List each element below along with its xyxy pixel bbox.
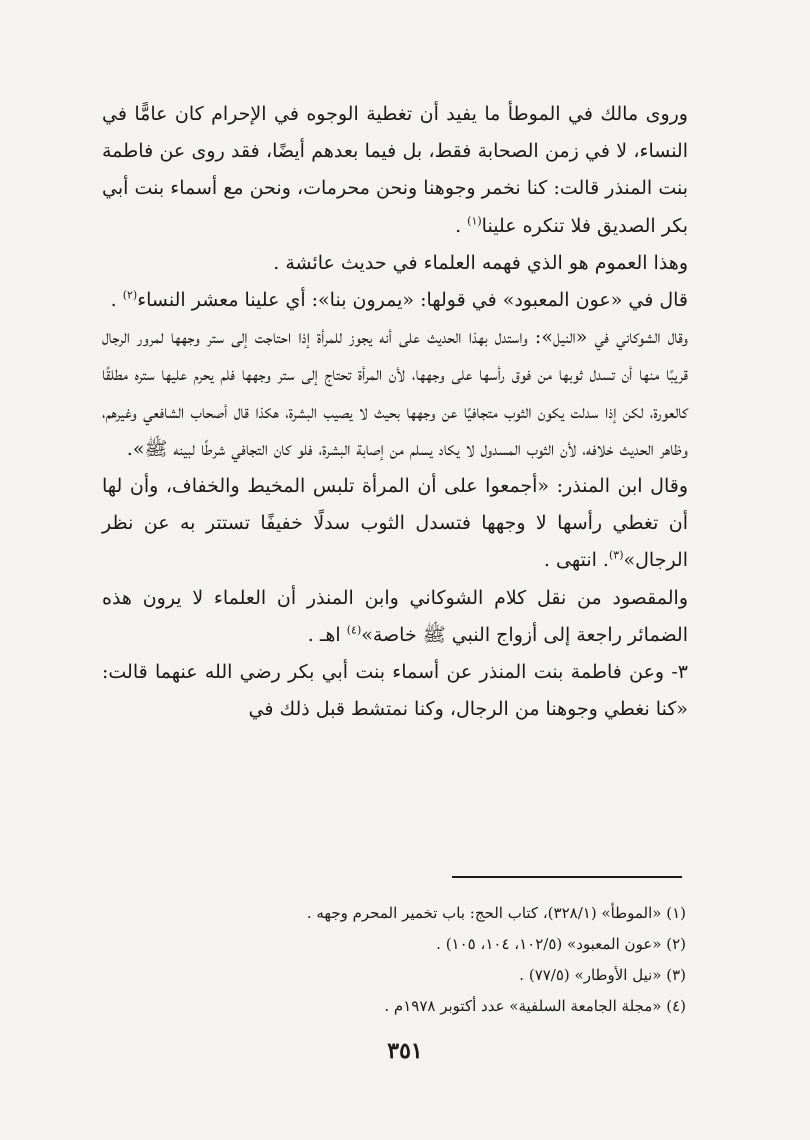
footnote-ref: (١) <box>467 214 482 228</box>
paragraph: وهذا العموم هو الذي فهمه العلماء في حديث عائشة . <box>273 251 688 274</box>
page-number: ٣٥١ <box>387 1038 423 1064</box>
footnote-ref: (٣) <box>608 549 624 563</box>
footnote-ref: (٢) <box>122 288 138 302</box>
footnote-divider <box>452 876 682 878</box>
paragraph: ٣- وعن فاطمة بنت المنذر عن أسماء بنت أبي بكر رضي الله عنهما قالت: «كنا نغطي وجوهنا من الرجال، وكنا نمتشط قبل ذلك في <box>102 661 688 721</box>
footnotes <box>102 898 686 1022</box>
footnote: (٢) «عون المعبود» (١٠٢/٥، ١٠٤، ١٠٥) . <box>436 935 686 953</box>
footnote: (٤) «مجلة الجامعة السلفية» عدد أكتوبر ١٩٧٨م . <box>384 997 686 1015</box>
footnote: (٣) «نيل الأوطار» (٧٧/٥) . <box>519 966 686 984</box>
paragraph: قال في «عون المعبود» في قولها: «يمرون بنا»: أي علينا معشر النساء$^{(٢)}$ . <box>110 288 688 312</box>
footnote-ref: (٤) <box>346 623 362 637</box>
paragraph: وقال الشوكاني في «النيل»: واستدل بهذا الحديث على أنه يجوز للمرأة إذا احتاجت إلى ستر وجهها لمرور الرجال قريبًا منها أن تسدل ثوبها من فوق رأسها على وجهها، لأن المرأة تحتاج إلى ستر وجهها فلم يحرم عليها ستره مطلقًا كالعورة، لكن إذا سدلت يكون الثوب متجافيًا عن وجهها بحيث لا يصيب البشرة، هكذا قال أصحاب الشافعي وغيرهم، وظاهر الحديث خلافه، لأن الثوب المسدول لا يكاد يسلم من إصابة البشرة، فلو كان التجافي شرطًا لبينه ﷺ». <box>102 326 688 460</box>
paragraph: وقال ابن المنذر: «أجمعوا على أن المرأة تلبس المخيط والخفاف، وأن لها أن تغطي رأسها لا وجهها فتسدل الثوب سدلًا خفيفًا تستتر به عن نظر الرجال»$^{(٣)}$. انتهى . <box>102 475 689 572</box>
main-text <box>102 96 688 728</box>
paragraph: وروى مالك في الموطأ ما يفيد أن تغطية الوجوه في الإحرام كان عامًّا في النساء، لا في زمن الصحابة فقط، بل فيما بعدهم أيضًا، فقد روى عن فاطمة بنت المنذر قالت: كنا نخمر وجوهنا ونحن محرمات، ونحن مع أسماء بنت أبي بكر الصديق فلا تنكره علينا$^{(١)}$ . <box>102 103 688 237</box>
footnote: (١) «الموطأ» (٣٢٨/١)، كتاب الحج: باب تخمير المحرم وجهه . <box>306 904 686 922</box>
paragraph: والمقصود من نقل كلام الشوكاني وابن المنذر أن العلماء لا يرون هذه الضمائر راجعة إلى أزواج النبي ﷺ خاصة»$^{(٤)}$ اهـ . <box>102 586 688 646</box>
